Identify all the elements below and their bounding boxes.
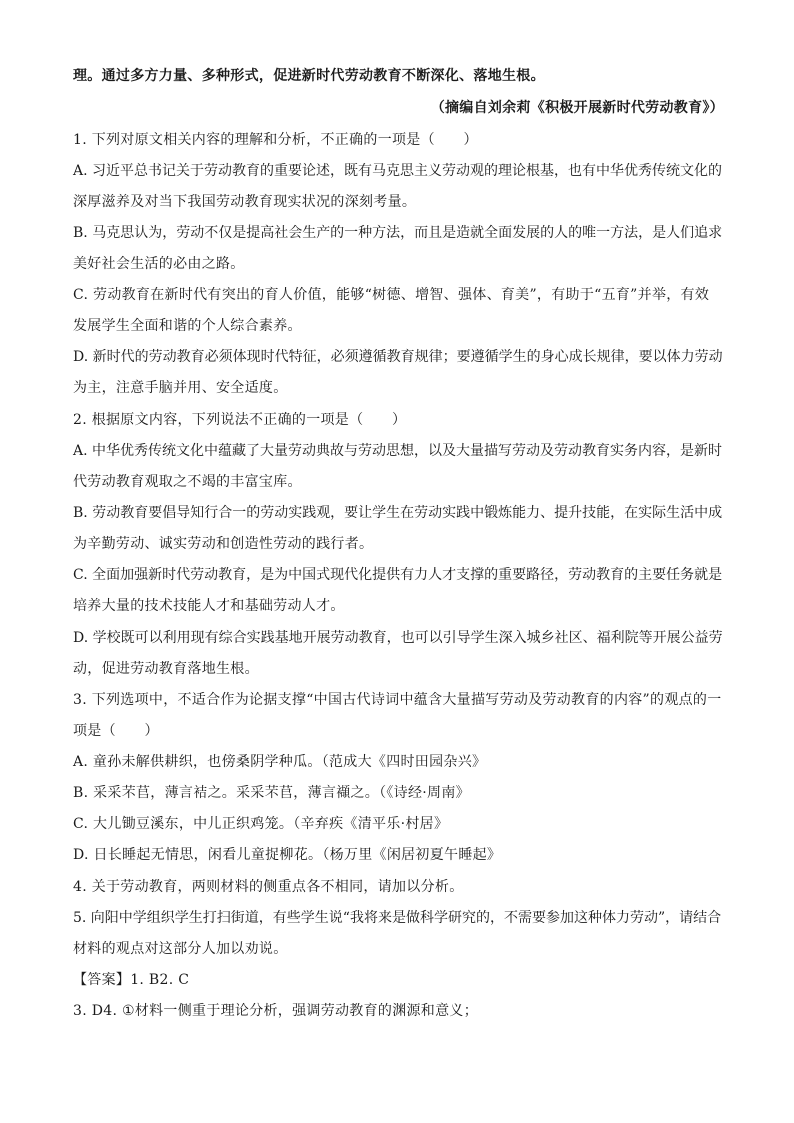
answer-line1: 【答案】1. B2. C bbox=[73, 972, 190, 988]
q1-option-b-line2: 美好社会生活的必由之路。 bbox=[73, 256, 245, 272]
passage-last-line: 理。通过多方力量、多种形式，促进新时代劳动教育不断深化、落地生根。 bbox=[73, 68, 545, 84]
q1-option-c-line2: 发展学生全面和谐的个人综合素养。 bbox=[73, 318, 302, 334]
q5-stem-line1: 5. 向阳中学组织学生打扫街道，有些学生说“我将来是做科学研究的，不需要参加这种体力劳动”，请结合 bbox=[73, 910, 722, 926]
q3-option-b: B. 采采芣苢，薄言袺之。采采芣苢，薄言襭之。（《诗经·周南》 bbox=[73, 785, 470, 801]
q4-stem: 4. 关于劳动教育，两则材料的侧重点各不相同，请加以分析。 bbox=[73, 879, 464, 895]
q1-option-a-line1: A. 习近平总书记关于劳动教育的重要论述，既有马克思主义劳动观的理论根基，也有中华优秀传统文化的 bbox=[73, 163, 723, 179]
q3-stem-line1: 3. 下列选项中，不适合作为论据支撑“中国古代诗词中蕴含大量描写劳动及劳动教育的内容”的观点的一 bbox=[73, 692, 722, 708]
q1-option-c-line1: C. 劳动教育在新时代有突出的育人价值，能够“树德、增智、强体、育美”，有助于“五育”并举，有效 bbox=[73, 287, 710, 303]
q1-option-d-line1: D. 新时代的劳动教育必须体现时代特征，必须遵循教育规律；要遵循学生的身心成长规律，要以体力劳动 bbox=[73, 349, 723, 365]
q5-stem-line2: 材料的观点对这部分人加以劝说。 bbox=[73, 941, 288, 957]
q2-option-c-line1: C. 全面加强新时代劳动教育，是为中国式现代化提供有力人才支撑的重要路径，劳动教育的主要任务就是 bbox=[73, 567, 723, 583]
answer-line2: 3. D4. ①材料一侧重于理论分析，强调劳动教育的渊源和意义； bbox=[73, 1003, 478, 1019]
q2-option-d-line2: 动，促进劳动教育落地生根。 bbox=[73, 661, 259, 677]
q2-option-a-line1: A. 中华优秀传统文化中蕴藏了大量劳动典故与劳动思想，以及大量描写劳动及劳动教育实务内容，是新时 bbox=[73, 443, 723, 459]
q2-option-a-line2: 代劳动教育观取之不竭的丰富宝库。 bbox=[73, 474, 302, 490]
q2-stem: 2. 根据原文内容，下列说法不正确的一项是（ ） bbox=[73, 412, 407, 428]
q1-option-a-line2: 深厚滋养及对当下我国劳动教育现实状况的深刻考量。 bbox=[73, 194, 417, 210]
q3-stem-line2: 项是（ ） bbox=[73, 723, 159, 739]
q2-option-c-line2: 培养大量的技术技能人才和基础劳动人才。 bbox=[73, 598, 345, 614]
q2-option-b-line2: 为辛勤劳动、诚实劳动和创造性劳动的践行者。 bbox=[73, 536, 374, 552]
q2-option-d-line1: D. 学校既可以利用现有综合实践基地开展劳动教育，也可以引导学生深入城乡社区、福利院等开展公益劳 bbox=[73, 630, 723, 646]
q3-option-c: C. 大儿锄豆溪东，中儿正织鸡笼。（辛弃疾《清平乐·村居》 bbox=[73, 816, 449, 832]
q1-option-b-line1: B. 马克思认为，劳动不仅是提高社会生产的一种方法，而且是造就全面发展的人的唯一方法，是人们追求 bbox=[73, 225, 723, 241]
passage-source: （摘编自刘余莉《积极开展新时代劳动教育》） bbox=[430, 100, 724, 116]
q1-stem: 1. 下列对原文相关内容的理解和分析，不正确的一项是（ ） bbox=[73, 132, 478, 148]
q2-option-b-line1: B. 劳动教育要倡导知行合一的劳动实践观，要让学生在劳动实践中锻炼能力、提升技能，在实际生活中成 bbox=[73, 505, 723, 521]
q3-option-a: A. 童孙未解供耕织，也傍桑阴学种瓜。（范成大《四时田园杂兴》 bbox=[73, 754, 487, 770]
q1-option-d-line2: 为主，注意手脑并用、安全适度。 bbox=[73, 380, 288, 396]
q3-option-d: D. 日长睡起无情思，闲看儿童捉柳花。（杨万里《闲居初夏午睡起》 bbox=[73, 847, 502, 863]
